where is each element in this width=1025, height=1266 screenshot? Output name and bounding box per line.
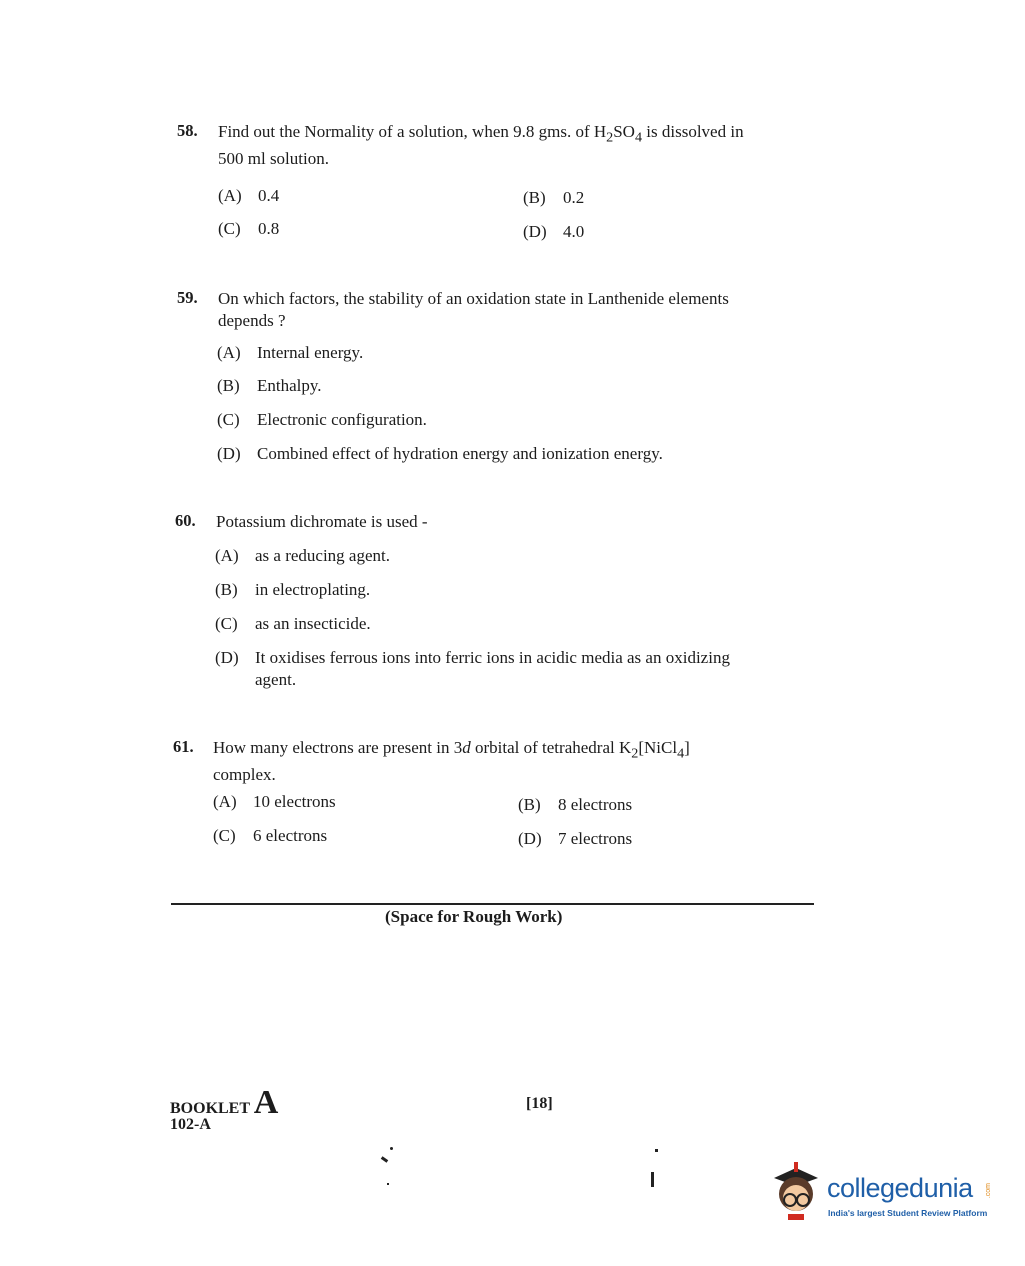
q59-option-a[interactable]: (A) Internal energy.: [217, 343, 364, 362]
question-59-number: 59.: [177, 288, 198, 307]
collegedunia-mascot-icon: [766, 1160, 828, 1222]
q59-option-d[interactable]: (D) Combined effect of hydration energy and ionization energy.: [217, 444, 663, 463]
q61-option-d[interactable]: (D) 7 electrons: [518, 829, 633, 848]
rough-work-divider: [171, 903, 814, 905]
booklet-label: BOOKLET A: [170, 1084, 279, 1121]
question-58-line2: 500 ml solution.: [218, 149, 329, 169]
q61-option-b[interactable]: (B) 8 electrons: [518, 795, 633, 814]
scan-mark: [387, 1183, 389, 1185]
question-60-text: [216, 511, 428, 533]
question-60-line1: Potassium dichromate is used -: [216, 512, 428, 531]
booklet-letter: A: [253, 1084, 279, 1121]
q58-option-a[interactable]: (A) 0.4: [218, 186, 280, 205]
scan-mark: [655, 1149, 658, 1152]
collegedunia-logo-com: .com: [985, 1183, 992, 1199]
question-61-number: 61.: [173, 737, 194, 756]
q59-option-c[interactable]: (C) Electronic configuration.: [217, 410, 427, 429]
scan-mark: [381, 1156, 388, 1162]
q59-option-b[interactable]: (B) Enthalpy.: [217, 376, 322, 395]
q61-option-c[interactable]: (C) 6 electrons: [213, 826, 328, 845]
q60-option-d-line2: agent.: [255, 670, 297, 689]
page-number: [18]: [526, 1095, 553, 1112]
question-59-text: [218, 288, 729, 332]
question-59-line2: depends ?: [218, 311, 286, 330]
collegedunia-logo-text[interactable]: collegedunia: [827, 1173, 973, 1203]
q60-option-a[interactable]: (A) as a reducing agent.: [215, 546, 390, 565]
scan-mark: [651, 1172, 654, 1187]
question-58-line1: Find out the Normality of a solution, when 9.8 gms. of $H_2SO_4$ is dissolved in: [218, 122, 744, 146]
q60-option-b[interactable]: (B) in electroplating.: [215, 580, 371, 599]
q58-option-b[interactable]: (B) 0.2: [523, 188, 585, 207]
booklet-code: 102-A: [170, 1116, 211, 1133]
q58-option-c[interactable]: (C) 0.8: [218, 219, 280, 238]
question-59-line1: On which factors, the stability of an oxidation state in Lanthenide elements: [218, 289, 729, 308]
q60-option-c[interactable]: (C) as an insecticide.: [215, 614, 371, 633]
collegedunia-tagline: India's largest Student Review Platform: [828, 1208, 988, 1218]
rough-work-label: (Space for Rough Work): [385, 907, 563, 926]
question-61-line1: How many electrons are present in 3d orbital of tetrahedral $K_2[NiCl_4]$: [213, 738, 690, 762]
question-61-text: [213, 737, 690, 786]
question-58-number: 58.: [177, 121, 198, 140]
q58-option-d[interactable]: (D) 4.0: [523, 222, 585, 241]
question-60-number: 60.: [175, 511, 196, 530]
question-58-text: [218, 121, 744, 170]
q60-option-d[interactable]: (D) It oxidises ferrous ions into ferric ions in acidic media as an oxidizing agent.: [215, 648, 730, 689]
question-61-line2: complex.: [213, 765, 276, 785]
scan-mark: [390, 1147, 393, 1150]
q61-option-a[interactable]: (A) 10 electrons: [213, 792, 336, 811]
